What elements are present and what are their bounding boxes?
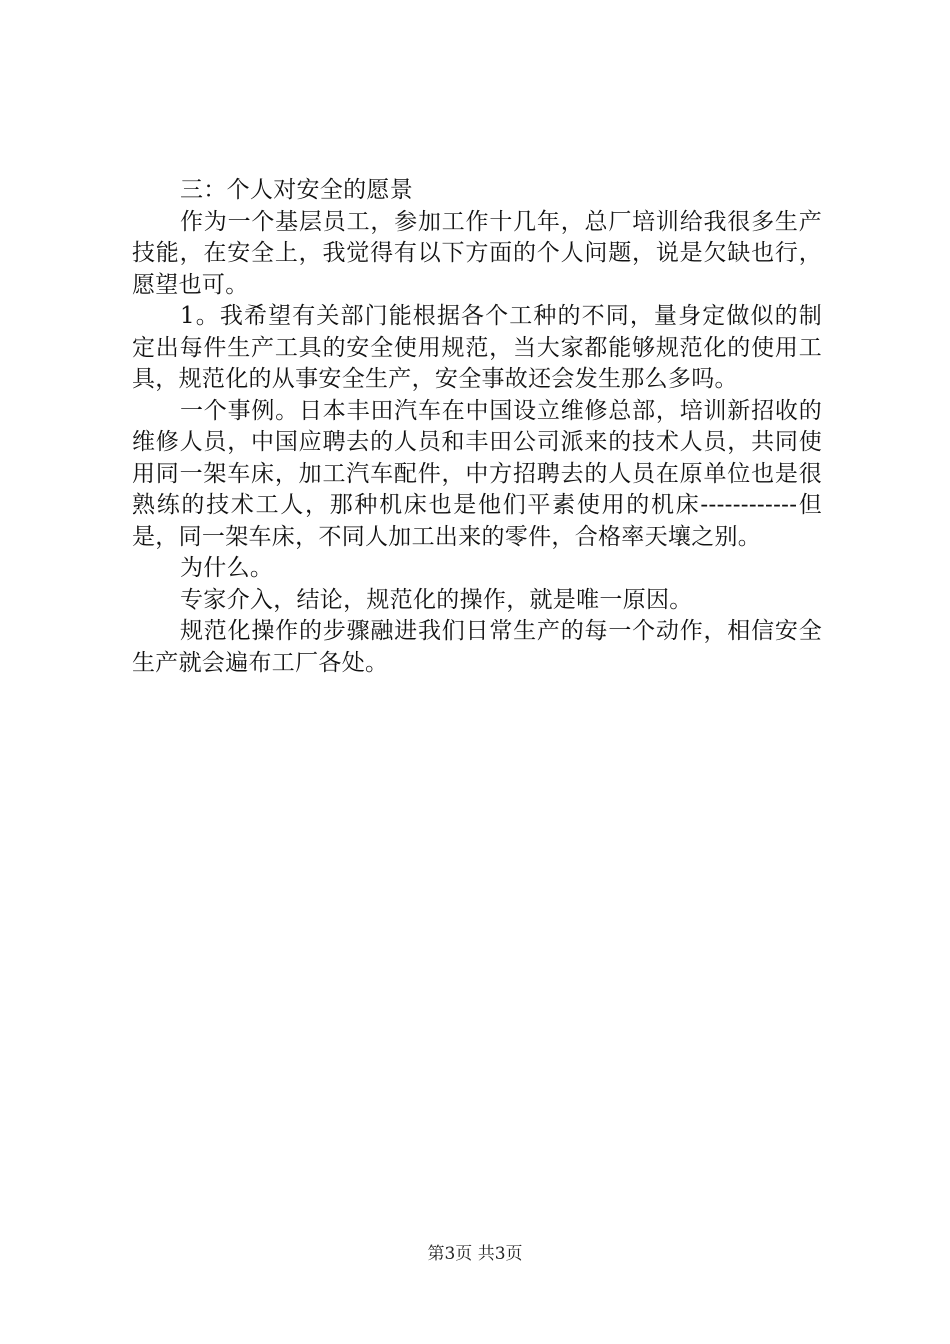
body-paragraph: 规范化操作的步骤融进我们日常生产的每一个动作，相信安全生产就会遍布工厂各处。 xyxy=(132,618,822,676)
page-number: 第3页 共3页 xyxy=(427,1244,523,1264)
body-paragraph: 1。我希望有关部门能根据各个工种的不同，量身定做似的制定出每件生产工具的安全使用规范，当大家都能够规范化的使用工具，规范化的从事安全生产，安全事故还会发生那么多吗。 xyxy=(132,303,822,392)
body-paragraph: 专家介入，结论，规范化的操作，就是唯一原因。 xyxy=(180,586,693,613)
body-paragraph: 一个事例。日本丰田汽车在中国设立维修总部，培训新招收的维修人员，中国应聘去的人员和丰田公司派来的技术人员，共同使用同一架车床，加工汽车配件，中方招聘去的人员在原单位也是很熟练的技术工人，那种机床也是他们平素使用的机床------------但是，同一架车床，不同人加工出来的零件，合格率天壤之别。 xyxy=(132,397,822,550)
section-heading: 三：个人对安全的愿景 xyxy=(180,177,413,203)
page-footer xyxy=(0,1244,950,1264)
body-paragraph: 为什么。 xyxy=(180,555,274,581)
body-paragraph: 作为一个基层员工，参加工作十几年，总厂培训给我很多生产技能，在安全上，我觉得有以下方面的个人问题，说是欠缺也行，愿望也可。 xyxy=(132,208,822,298)
document-body xyxy=(132,175,822,679)
